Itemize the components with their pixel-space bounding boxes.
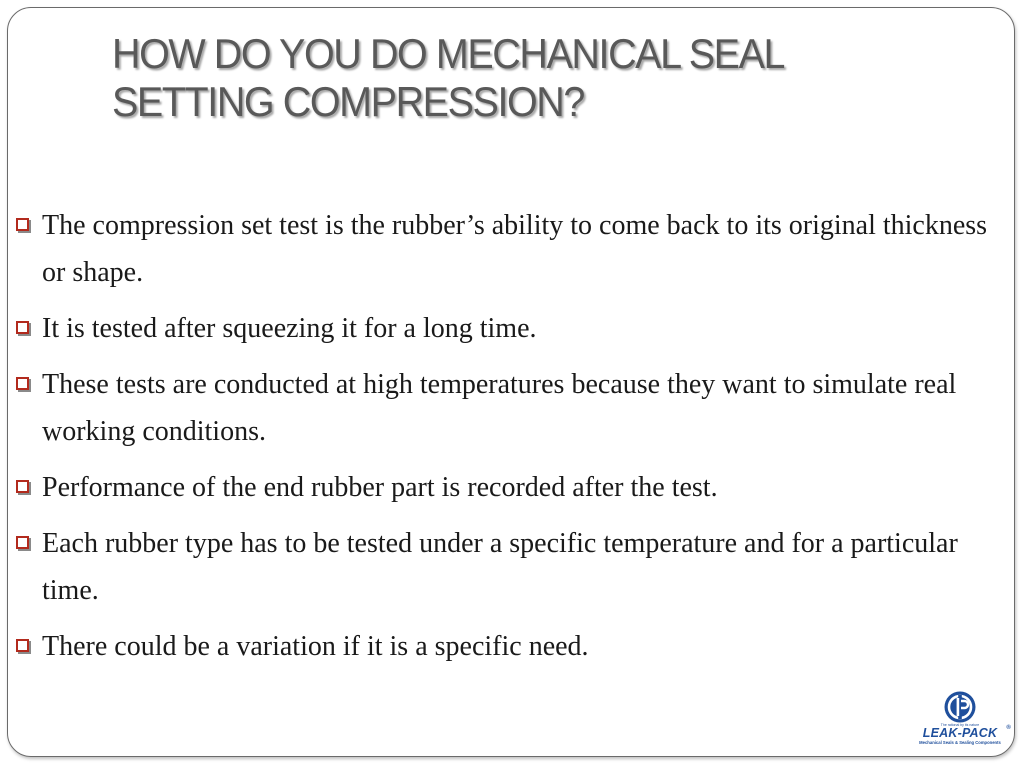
bullet-text: It is tested after squeezing it for a long time.: [42, 313, 537, 344]
bullet-text: Each rubber type has to be tested under a specific temperature and for a particular time.: [42, 528, 958, 606]
logo-tagline: The rational by its nature: [940, 723, 980, 727]
checkbox-bullet-icon: [16, 377, 29, 390]
bullet-item: [14, 305, 1004, 352]
bullet-item: [14, 520, 1004, 614]
registered-mark: ®: [1006, 725, 1011, 731]
title-line-2: SETTING COMPRESSION?: [112, 78, 584, 125]
logo-subtitle: Mechanical Seals & Sealing Components: [919, 740, 1001, 745]
bullet-text: The compression set test is the rubber’s ability to come back to its original thickness or shape.: [42, 210, 988, 288]
checkbox-bullet-icon: [16, 321, 29, 334]
checkbox-bullet-icon: [16, 536, 29, 549]
leak-pack-emblem-icon: [943, 690, 977, 724]
bullet-item: [14, 361, 1004, 455]
leak-pack-logo: [912, 690, 1011, 750]
checkbox-bullet-icon: [16, 639, 29, 652]
title-line-1: HOW DO YOU DO MECHANICAL SEAL: [112, 30, 785, 77]
checkbox-bullet-icon: [16, 480, 29, 493]
bullet-item: [14, 623, 1004, 670]
bullet-item: [14, 202, 1004, 296]
bullet-text: There could be a variation if it is a specific need.: [42, 631, 589, 662]
slide-title: [112, 30, 920, 126]
checkbox-bullet-icon: [16, 218, 29, 231]
bullet-text: Performance of the end rubber part is recorded after the test.: [42, 472, 718, 503]
bullet-item: [14, 464, 1004, 511]
bullet-list: [14, 202, 1004, 679]
logo-name-text: LEAK-PACK: [922, 726, 998, 740]
bullet-text: These tests are conducted at high temperatures because they want to simulate real working conditions.: [42, 369, 957, 447]
